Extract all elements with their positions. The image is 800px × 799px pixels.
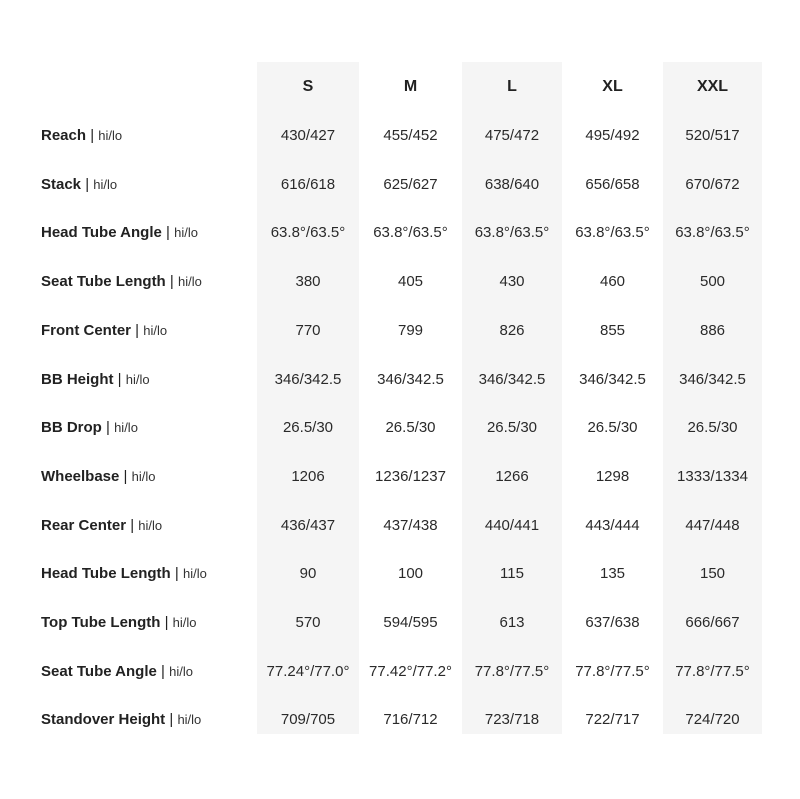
- table-cell: 26.5/30: [687, 419, 738, 437]
- table-cell: 625/627: [383, 175, 438, 193]
- row-label: [41, 549, 207, 598]
- row-label-separator: |: [174, 565, 179, 583]
- row-label: [41, 208, 198, 257]
- table-cell: 886: [699, 321, 726, 339]
- size-header: M: [403, 78, 418, 95]
- table-cell: 716/712: [383, 711, 438, 729]
- row-label-separator: |: [166, 224, 170, 242]
- table-cell: 670/672: [685, 175, 740, 193]
- row-label-name: Standover Height: [41, 711, 166, 729]
- table-cell: 346/342.5: [377, 370, 444, 388]
- table-cell: 594/595: [383, 614, 438, 631]
- table-cell: 63.8°/63.5°: [373, 224, 448, 242]
- row-label-name: Rear Center: [41, 516, 127, 534]
- row-label-separator: |: [135, 321, 140, 339]
- table-cell: 855: [599, 321, 626, 339]
- table-cell: 1206: [291, 467, 325, 485]
- table-cell: 447/448: [685, 516, 740, 534]
- table-cell: 430/427: [280, 127, 336, 144]
- row-label-name: Wheelbase: [41, 467, 120, 485]
- table-cell: 495/492: [585, 127, 640, 144]
- table-row: [0, 695, 800, 744]
- table-row: [0, 257, 800, 306]
- row-label-suffix: hi/lo: [114, 420, 138, 436]
- size-header: S: [302, 78, 314, 95]
- table-row: [0, 403, 800, 452]
- table-cell: 63.8°/63.5°: [270, 224, 346, 242]
- row-label: [41, 452, 155, 501]
- table-cell: 455/452: [383, 127, 438, 144]
- table-cell: 405: [397, 273, 424, 291]
- table-cell: 616/618: [280, 175, 336, 193]
- row-label: [41, 257, 202, 306]
- table-cell: 26.5/30: [385, 419, 436, 437]
- table-cell: 722/717: [585, 711, 640, 729]
- row-label-suffix: hi/lo: [182, 566, 207, 582]
- table-row: [0, 208, 800, 257]
- table-cell: 77.8°/77.5°: [575, 662, 650, 680]
- row-label-suffix: hi/lo: [169, 663, 193, 679]
- row-label: [41, 501, 162, 550]
- size-header: L: [507, 78, 517, 95]
- row-label-separator: |: [85, 175, 90, 193]
- table-cell: 115: [500, 565, 524, 583]
- table-cell: 90: [299, 565, 317, 583]
- row-label-suffix: hi/lo: [125, 371, 150, 387]
- table-cell: 77.8°/77.5°: [474, 662, 550, 680]
- table-cell: 1236/1237: [375, 467, 446, 485]
- table-cell: 770: [295, 321, 321, 339]
- row-label-separator: |: [123, 467, 128, 485]
- table-cell: 63.8°/63.5°: [675, 224, 750, 242]
- table-cell: 77.24°/77.0°: [266, 662, 350, 680]
- row-label-name: BB Drop: [41, 419, 102, 437]
- row-label: [41, 160, 117, 209]
- table-cell: 440/441: [484, 516, 540, 534]
- table-cell: 437/438: [383, 516, 438, 534]
- row-label: [41, 403, 138, 452]
- row-label-name: Seat Tube Length: [41, 273, 166, 291]
- header-row: [0, 62, 800, 111]
- row-label-suffix: hi/lo: [93, 176, 118, 192]
- row-label-suffix: hi/lo: [131, 468, 156, 484]
- table-cell: 724/720: [685, 711, 740, 729]
- row-label-separator: |: [117, 370, 122, 388]
- table-cell: 709/705: [280, 711, 336, 729]
- table-cell: 637/638: [585, 614, 640, 631]
- table-cell: 346/342.5: [579, 370, 646, 388]
- row-label: [41, 306, 167, 355]
- table-cell: 63.8°/63.5°: [474, 224, 550, 242]
- table-row: [0, 355, 800, 404]
- table-cell: 460: [599, 273, 626, 291]
- table-cell: 26.5/30: [486, 419, 538, 437]
- table-cell: 443/444: [585, 516, 640, 534]
- row-label-name: BB Height: [41, 370, 114, 388]
- table-cell: 1298: [595, 467, 630, 485]
- row-label-name: Head Tube Length: [41, 565, 171, 583]
- row-label-name: Top Tube Length: [41, 614, 161, 631]
- row-label-separator: |: [169, 273, 174, 291]
- row-label-name: Stack: [41, 175, 82, 193]
- table-cell: 666/667: [685, 614, 740, 631]
- row-label-name: Front Center: [41, 321, 131, 339]
- table-row: [0, 501, 800, 550]
- row-label-separator: |: [90, 127, 95, 144]
- table-cell: 380: [295, 273, 321, 291]
- table-cell: 77.42°/77.2°: [369, 662, 452, 680]
- row-label: [41, 647, 193, 696]
- table-cell: 77.8°/77.5°: [675, 662, 750, 680]
- row-label-suffix: hi/lo: [143, 322, 168, 338]
- table-row: [0, 647, 800, 696]
- table-row: [0, 549, 800, 598]
- row-label-suffix: hi/lo: [177, 274, 202, 290]
- table-row: [0, 598, 800, 647]
- row-label-name: Seat Tube Angle: [41, 662, 157, 680]
- size-header: XL: [602, 78, 623, 95]
- table-cell: 346/342.5: [679, 370, 746, 388]
- row-label: [41, 598, 197, 647]
- table-cell: 1333/1334: [677, 467, 748, 485]
- table-cell: 63.8°/63.5°: [575, 224, 650, 242]
- row-label-suffix: hi/lo: [172, 615, 197, 630]
- table-cell: 723/718: [484, 711, 540, 729]
- table-row: [0, 306, 800, 355]
- row-label-separator: |: [169, 711, 174, 729]
- row-label-separator: |: [106, 419, 110, 437]
- row-label-suffix: hi/lo: [98, 128, 123, 143]
- table-row: [0, 452, 800, 501]
- row-label-separator: |: [130, 516, 135, 534]
- table-cell: 638/640: [484, 175, 540, 193]
- table-cell: 520/517: [685, 127, 740, 144]
- table-cell: 135: [599, 565, 626, 583]
- row-label-suffix: hi/lo: [174, 225, 198, 241]
- table-row: [0, 160, 800, 209]
- row-label-name: Head Tube Angle: [41, 224, 162, 242]
- table-cell: 150: [699, 565, 726, 583]
- table-cell: 430: [499, 273, 525, 291]
- table-cell: 799: [397, 321, 424, 339]
- table-row: [0, 111, 800, 160]
- table-cell: 346/342.5: [478, 370, 546, 388]
- table-cell: 656/658: [585, 175, 640, 193]
- row-label: [41, 111, 122, 160]
- table-cell: 500: [699, 273, 726, 291]
- row-label-suffix: hi/lo: [138, 517, 163, 533]
- table-cell: 436/437: [280, 516, 336, 534]
- row-label: [41, 695, 201, 744]
- table-cell: 475/472: [484, 127, 540, 144]
- table-cell: 26.5/30: [282, 419, 334, 437]
- table-cell: 346/342.5: [274, 370, 342, 388]
- row-label-separator: |: [164, 614, 169, 631]
- table-cell: 613: [499, 614, 525, 631]
- row-label: [41, 355, 150, 404]
- table-cell: 26.5/30: [587, 419, 638, 437]
- row-label-name: Reach: [41, 127, 87, 144]
- table-cell: 100: [397, 565, 424, 583]
- table-cell: 570: [295, 614, 321, 631]
- row-label-suffix: hi/lo: [177, 712, 202, 728]
- size-header: XXL: [696, 78, 729, 95]
- table-cell: 826: [499, 321, 525, 339]
- table-cell: 1266: [495, 467, 529, 485]
- row-label-separator: |: [161, 662, 165, 680]
